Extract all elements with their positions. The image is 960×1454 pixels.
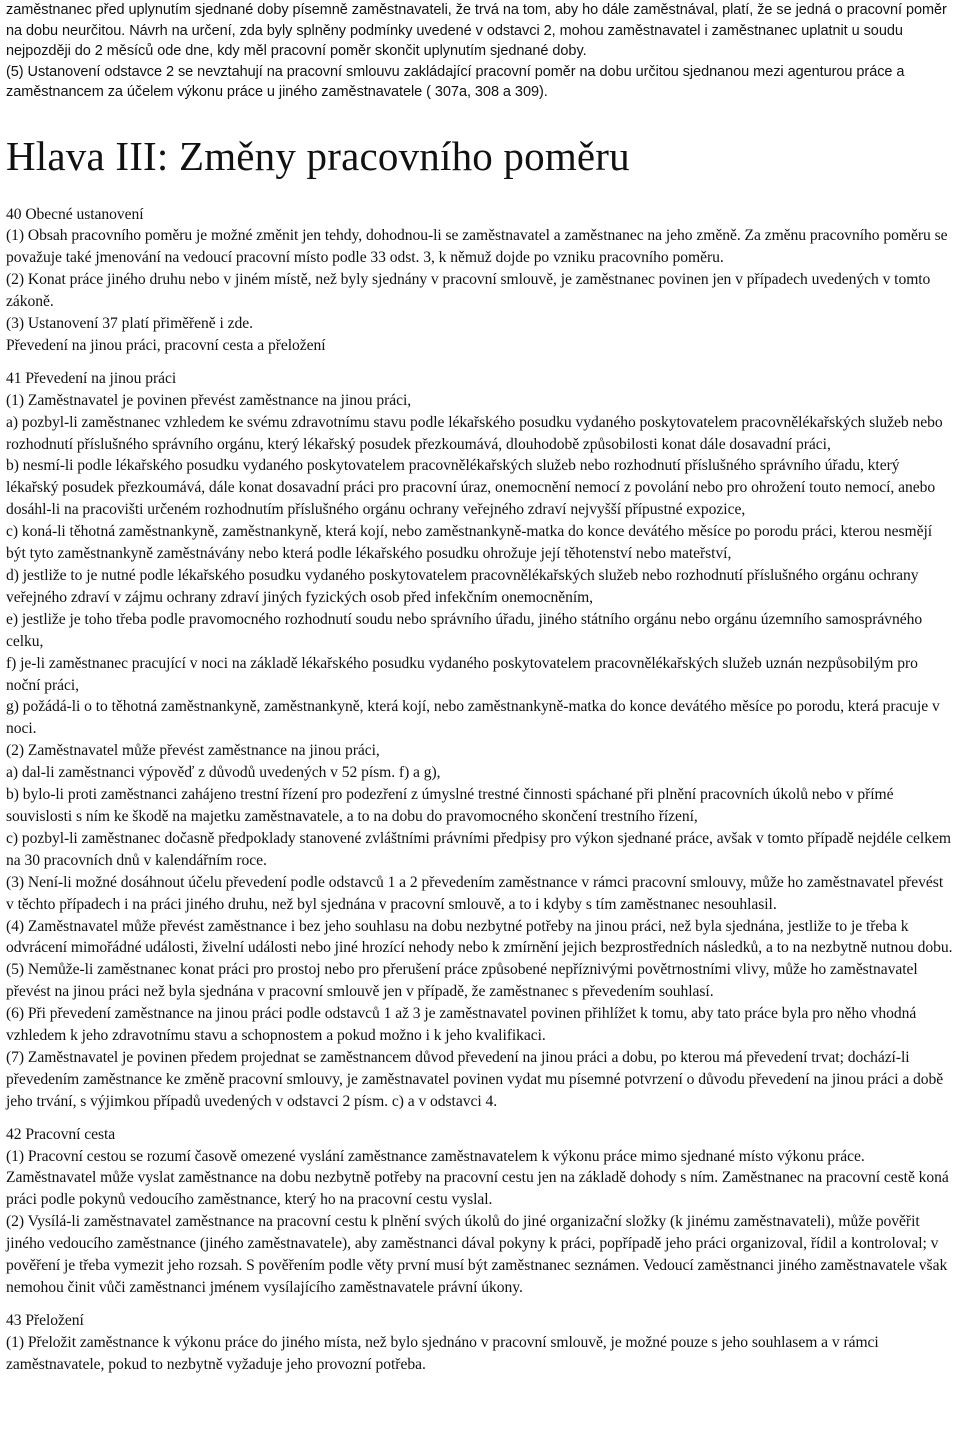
intro-section <box>6 0 954 103</box>
spacer <box>6 1113 954 1124</box>
paragraph: b) bylo-li proti zaměstnanci zahájeno trestní řízení pro podezření z úmyslné trestné činnosti spáchané při plnění pracovních úkolů nebo v přímé souvislosti s ním ke škodě na majetku zaměstnavatele, a to na dobu do pravomocného skončení trestního řízení, <box>6 786 894 825</box>
section-heading: 43 Přeložení <box>6 1311 84 1329</box>
section-42 <box>6 1124 954 1299</box>
paragraph: d) jestliže to je nutné podle lékařského posudku vydaného poskytovatelem pracovnělékařských služeb nebo rozhodnutí příslušného orgánu ochrany veřejného zdraví v zájmu ochrany zdraví jiných fyzických osob před infekčním onemocněním, <box>6 567 919 606</box>
paragraph: (5) Nemůže-li zaměstnanec konat práci pro prostoj nebo pro přerušení práce způsobené nepříznivými povětrnostními vlivy, může ho zaměstnavatel převést na jinou práci než byla sjednána v pracovní smlouvě jen v případě, že zaměstnanec s převedením souhlasí. <box>6 961 918 1001</box>
paragraph: a) pozbyl-li zaměstnanec vzhledem ke svému zdravotnímu stavu podle lékařského posudku vydaného poskytovatelem pracovnělékařských služeb nebo rozhodnutí příslušného správního orgánu, který lékařský posudek přezkoumává, dlouhodobě způsobilosti konat dále dosavadní práci, <box>6 413 943 453</box>
paragraph: c) koná-li těhotná zaměstnankyně, zaměstnankyně, která kojí, nebo zaměstnankyně-matka do konce devátého měsíce po porodu práci, kterou nesmějí být tyto zaměstnankyně zaměstnávány nebo která podle lékařského posudku ohrožuje její těhotenství nebo mateřství, <box>6 523 933 563</box>
spacer <box>6 357 954 368</box>
section-heading: 41 Převedení na jinou práci <box>6 369 177 387</box>
paragraph: (1) Pracovní cestou se rozumí časově omezené vyslání zaměstnance zaměstnavatelem k výkonu práce mimo sjednané místo výkonu práce. Zaměstnavatel může vyslat zaměstnance na dobu nezbytně potřeby na pracovní cestu jen na základě dohody s ním. Zaměstnanec na pracovní cestě koná práci podle pokynů vedoucího zaměstnance, který ho na pracovní cestu vyslal. <box>6 1147 949 1209</box>
paragraph: (6) Při převedení zaměstnance na jinou práci podle odstavců 1 až 3 je zaměstnavatel povinen přihlížet k tomu, aby tato práce byla pro něho vhodná vzhledem k jeho zdravotnímu stavu a schopnostem a pokud možno i k jeho kvalifikaci. <box>6 1005 917 1045</box>
paragraph: (7) Zaměstnavatel je povinen předem projednat se zaměstnancem důvod převedení na jinou práci a dobu, po kterou má převedení trvat; dochází-li převedením zaměstnance ke změně pracovní smlouvy, je zaměstnavatel povinen vydat mu písemné potvrzení o důvodu převedení na jinou práci a době jeho trvání, s výjimkou případů uvedených v odstavci 2 písm. c) a v odstavci 4. <box>6 1048 944 1110</box>
paragraph: (2) Vysílá-li zaměstnavatel zaměstnance na pracovní cestu k plnění svých úkolů do jiné organizační složky (k jinému zaměstnavateli), může pověřit jiného vedoucího zaměstnance (jiného zaměstnavatele), aby zaměstnanci dával pokyny k práci, popřípadě jeho práci organizoval, řídil a kontroloval; v pověření je třeba vymezit jeho rozsah. S pověřením podle věty první musí být zaměstnanec seznámen. Vedoucí zaměstnanci jiného zaměstnavatele však nemohou činit vůči zaměstnanci jménem vysílajícího zaměstnavatele právní úkony. <box>6 1213 948 1296</box>
paragraph: c) pozbyl-li zaměstnanec dočasně předpoklady stanovené zvláštními právními předpisy pro výkon sjednané práce, avšak v tomto případě nejdéle celkem na 30 pracovních dnů v kalendářním roce. <box>6 829 951 869</box>
paragraph: (2) Konat práce jiného druhu nebo v jiném místě, než byly sjednány v pracovní smlouvě, je zaměstnanec povinen jen v případech uvedených v tomto zákoně. <box>6 271 931 311</box>
intro-paragraph: zaměstnanec před uplynutím sjednané doby písemně zaměstnavateli, že trvá na tom, aby ho dále zaměstnával, platí, že se jedná o pracovní poměr na dobu neurčitou. Návrh na určení, zda byly splněny podmínky uvedené v odstavci 2, mohou zaměstnavatel i zaměstnanec uplatnit u soudu nejpozději do 2 měsíců ode dne, kdy měl pracovní poměr skončit uplynutím sjednané doby. <box>6 2 947 59</box>
section-41 <box>6 368 954 1113</box>
paragraph: (2) Zaměstnavatel může převést zaměstnance na jinou práci, <box>6 742 380 760</box>
chapter-title: Hlava III: Změny pracovního poměru <box>6 132 630 179</box>
paragraph: e) jestliže je toho třeba podle pravomocného rozhodnutí soudu nebo správního úřadu, jiného státního orgánu nebo orgánu územního samosprávného celku, <box>6 610 923 650</box>
spacer <box>6 1299 954 1310</box>
section-40 <box>6 204 954 357</box>
subtitle: Převedení na jinou práci, pracovní cesta a přeložení <box>6 336 326 354</box>
paragraph: (4) Zaměstnavatel může převést zaměstnance i bez jeho souhlasu na dobu nezbytné potřeby na jinou práci, než byla sjednána, jestliže to je třeba k odvrácení mimořádné události, živelní události nebo jiné hrozící nehody nebo k zmírnění jejich bezprostředních následků, a to na nezbytně nutnou dobu. <box>6 917 953 957</box>
section-heading: 40 Obecné ustanovení <box>6 205 144 223</box>
paragraph: b) nesmí-li podle lékařského posudku vydaného poskytovatelem pracovnělékařských služeb nebo rozhodnutí příslušného správního úřadu, který lékařský posudek přezkoumává, dále konat dosavadní práci pro pracovní úraz, onemocnění nemocí z povolání nebo pro ohrožení touto nemocí, anebo dosáhl-li na pracovišti určeném rozhodnutím příslušného orgánu ochrany veřejného zdraví nejvyšší přípustné expozice, <box>6 457 936 519</box>
paragraph: (1) Přeložit zaměstnance k výkonu práce do jiného místa, než bylo sjednáno v pracovní smlouvě, je možné pouze s jeho souhlasem a v rámci zaměstnavatele, pokud to nezbytně vyžaduje jeho provozní potřeba. <box>6 1333 879 1373</box>
paragraph: g) požádá-li o to těhotná zaměstnankyně, zaměstnankyně, která kojí, nebo zaměstnankyně-matka do konce devátého měsíce po porodu, která pracuje v noci. <box>6 698 940 738</box>
intro-paragraph: (5) Ustanovení odstavce 2 se nevztahují na pracovní smlouvu zakládající pracovní poměr na dobu určitou sjednanou mezi agenturou práce a zaměstnancem za účelem výkonu práce u jiného zaměstnavatele ( 307a, 308 a 309). <box>6 63 905 100</box>
paragraph: a) dal-li zaměstnanci výpověď z důvodů uvedených v 52 písm. f) a g), <box>6 764 441 782</box>
paragraph: f) je-li zaměstnanec pracující v noci na základě lékařského posudku vydaného poskytovatelem pracovnělékařských služeb uznán nezpůsobilým pro noční práci, <box>6 654 918 694</box>
paragraph: (1) Zaměstnavatel je povinen převést zaměstnance na jinou práci, <box>6 391 412 409</box>
section-43 <box>6 1310 954 1376</box>
paragraph: (3) Není-li možné dosáhnout účelu převedení podle odstavců 1 a 2 převedením zaměstnance v rámci pracovní smlouvy, může ho zaměstnavatel převést v těchto případech i na práci jiného druhu, než byl sjednána v pracovní smlouvě, a to i kdyby s tím zaměstnanec nesouhlasil. <box>6 873 944 913</box>
paragraph: (1) Obsah pracovního poměru je možné změnit jen tehdy, dohodnou-li se zaměstnavatel a zaměstnanec na jeho změně. Za změnu pracovního poměru se považuje také jmenování na vedoucí pracovní místo podle 33 odst. 3, k němuž dojde po vzniku pracovního poměru. <box>6 227 948 267</box>
section-heading: 42 Pracovní cesta <box>6 1125 116 1143</box>
paragraph: (3) Ustanovení 37 platí přiměřeně i zde. <box>6 315 253 333</box>
